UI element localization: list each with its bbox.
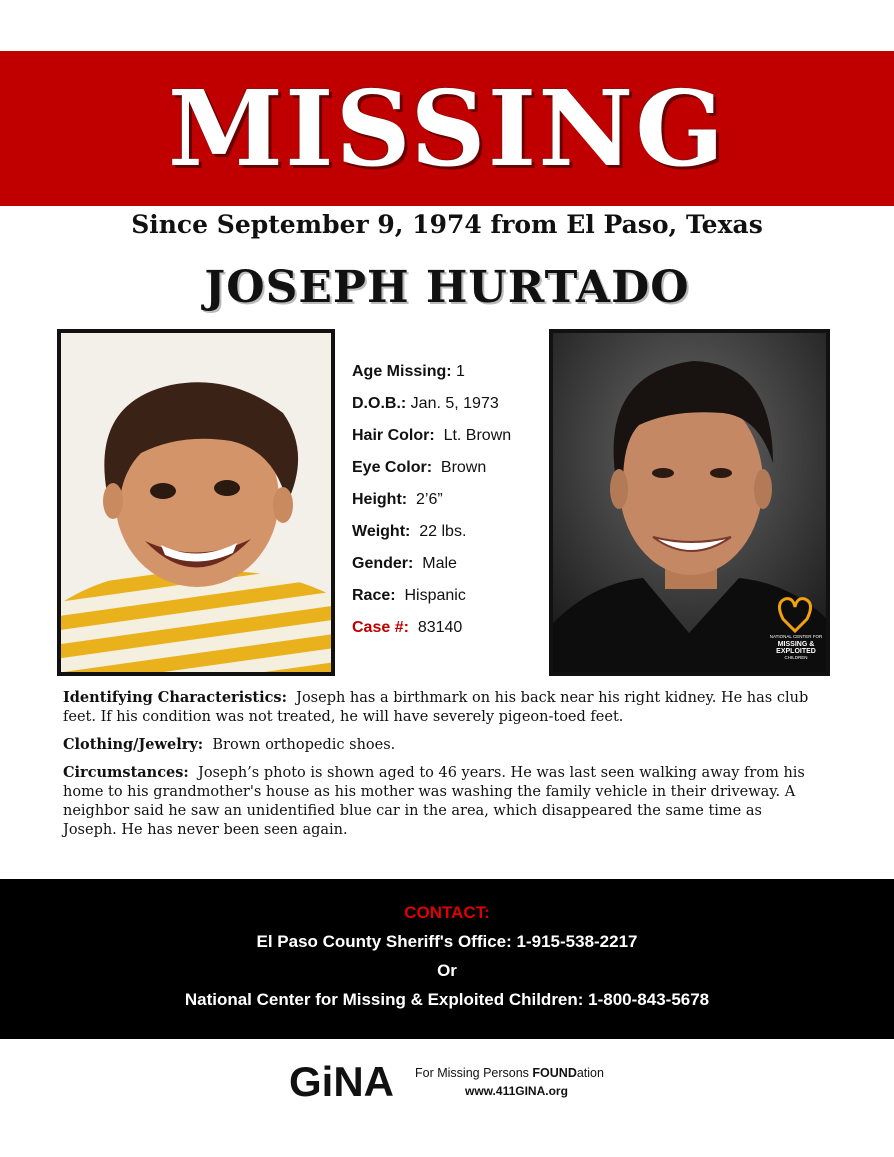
detail-label: Age Missing:: [352, 363, 452, 380]
contact-sheriff: El Paso County Sheriff's Office: 1-915-538-2217: [256, 932, 638, 951]
gina-logo: [287, 1055, 627, 1105]
detail-label: Hair Color:: [352, 427, 435, 444]
detail-height: [352, 488, 542, 520]
detail-age-missing: [352, 360, 542, 392]
detail-gender: [352, 552, 542, 584]
detail-value: Brown: [440, 459, 487, 476]
circumstances: [63, 763, 813, 840]
circumstances-label: Circumstances:: [63, 764, 189, 781]
child-photo: [57, 329, 335, 676]
detail-label: Weight:: [352, 523, 411, 540]
gina-tagline-suffix: ation: [576, 1066, 604, 1080]
detail-value: 2’6”: [416, 491, 443, 508]
detail-label: Gender:: [352, 555, 414, 572]
detail-value: Male: [422, 555, 457, 572]
detail-label: Race:: [352, 587, 396, 604]
gina-tagline-prefix: For Missing Persons: [415, 1066, 533, 1080]
ncmec-logo-line1: NATIONAL CENTER FOR: [769, 634, 823, 639]
contact-ncmec: National Center for Missing & Exploited Children: 1-800-843-5678: [184, 990, 710, 1009]
detail-eye-color: [352, 456, 542, 488]
details-list: [352, 360, 542, 648]
detail-value: Jan. 5, 1973: [410, 395, 499, 412]
age-progressed-photo: [549, 329, 830, 676]
detail-label: Eye Color:: [352, 459, 433, 476]
detail-value: Lt. Brown: [443, 427, 512, 444]
ncmec-logo-line3: EXPLOITED: [776, 648, 816, 655]
case-description: [63, 688, 813, 848]
child-photo-illustration: [61, 333, 331, 672]
detail-value: 83140: [417, 619, 463, 636]
detail-label: Height:: [352, 491, 408, 508]
detail-value: Hispanic: [404, 587, 466, 604]
detail-case-number: [352, 616, 542, 648]
gina-tagline: [415, 1066, 604, 1080]
age-progressed-photo-illustration: [553, 333, 826, 672]
clothing-label: Clothing/Jewelry:: [63, 736, 204, 753]
identifying-characteristics: [63, 688, 813, 727]
detail-label: Case #:: [352, 619, 409, 636]
identifying-label: Identifying Characteristics:: [63, 689, 287, 706]
gina-footer: [287, 1055, 627, 1105]
clothing-jewelry: [63, 735, 813, 755]
detail-weight: [352, 520, 542, 552]
detail-race: [352, 584, 542, 616]
clothing-text: Brown orthopedic shoes.: [212, 737, 396, 753]
detail-value: 22 lbs.: [419, 523, 467, 540]
identifying-text: Joseph has a birthmark on his back near his right kidney. He has club feet. If his condition was not treated, he will have severely pigeon-toed feet.: [63, 690, 809, 725]
contact-section: [0, 879, 894, 1039]
ncmec-logo-line2: MISSING &: [777, 641, 815, 648]
missing-banner: [0, 51, 894, 206]
detail-label: D.O.B.:: [352, 395, 407, 412]
circumstances-text: Joseph’s photo is shown aged to 46 years. He was last seen walking away from his home to his grandmother's house as his mother was washing the family vehicle in their driveway. A neighbor said he saw an unidentified blue car in the area, which disappeared the same time as Joseph. He has never been seen again.: [63, 765, 805, 838]
detail-hair-color: [352, 424, 542, 456]
missing-person-name: JOSEPH HURTADO: [204, 262, 690, 313]
contact-heading: CONTACT:: [404, 903, 490, 922]
gina-url: www.411GINA.org: [465, 1084, 568, 1098]
detail-value: 1: [456, 363, 465, 380]
ncmec-logo-line4: CHILDREN: [784, 655, 808, 660]
gina-tagline-bold: FOUND: [532, 1066, 577, 1080]
contact-or: Or: [437, 961, 457, 980]
gina-logo-text: GiNA: [289, 1058, 394, 1105]
missing-since-line: Since September 9, 1974 from El Paso, Texas: [131, 210, 763, 239]
banner-title: MISSING: [167, 66, 727, 190]
detail-dob: [352, 392, 542, 424]
